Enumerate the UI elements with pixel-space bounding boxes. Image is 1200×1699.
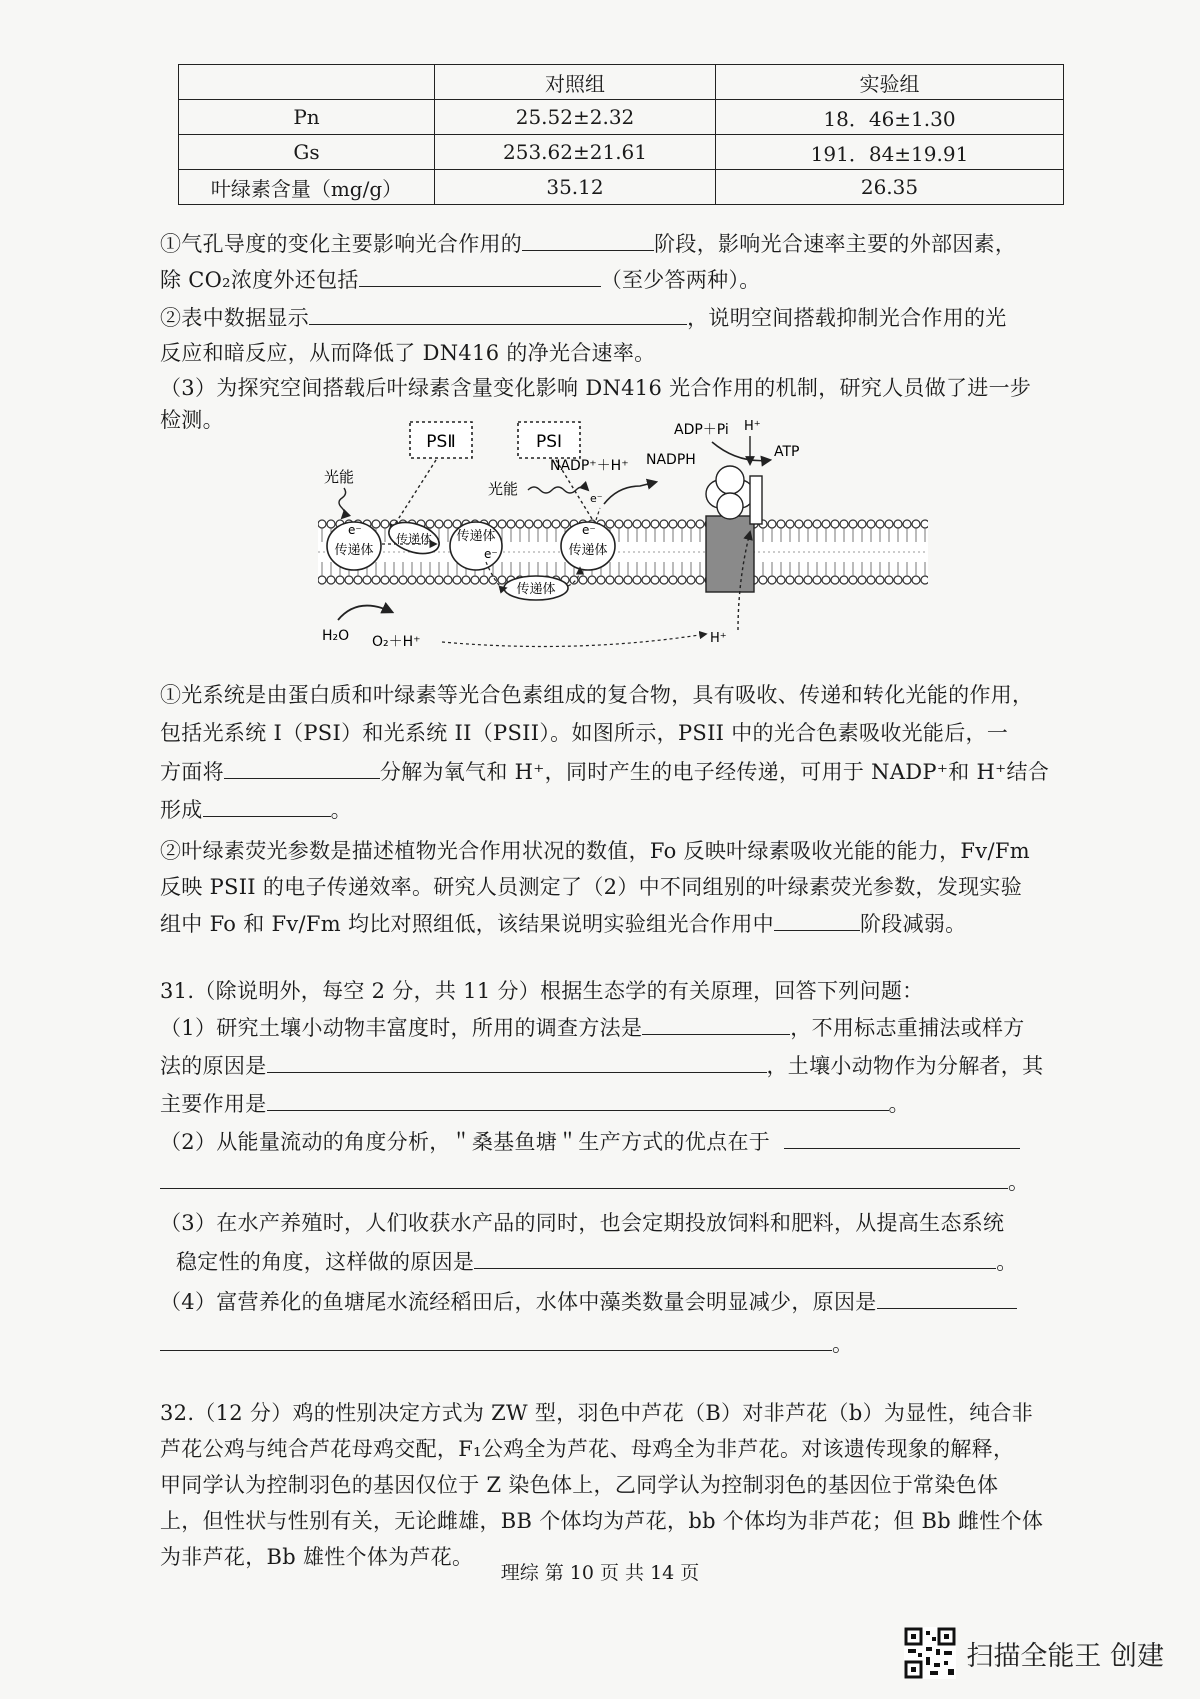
lipid-head <box>903 576 911 584</box>
lipid-head <box>615 520 623 528</box>
lipid-head <box>435 520 443 528</box>
lipid-head <box>777 520 785 528</box>
proton-label: H⁺ <box>710 631 727 646</box>
lipid-head <box>417 576 425 584</box>
lipid-head <box>471 576 479 584</box>
lipid-head <box>444 520 452 528</box>
q31-part2-line2: 。 <box>160 1166 1029 1197</box>
lipid-head <box>606 576 614 584</box>
answer-blank <box>774 908 860 931</box>
answer-blank <box>474 1246 996 1269</box>
lipid-head <box>840 576 848 584</box>
lumen-carrier <box>504 576 568 600</box>
lipid-head <box>885 576 893 584</box>
atp-label: ATP <box>774 444 800 460</box>
q30-line-1: ①气孔导度的变化主要影响光合作用的 阶段，影响光合速率主要的外部因素， <box>160 228 1016 259</box>
lipid-head <box>426 576 434 584</box>
lipid-head <box>318 576 326 584</box>
answer-blank <box>224 756 380 779</box>
lipid-head <box>894 520 902 528</box>
q32-line-4: 上，但性状与性别有关，无论雌雄，BB 个体均为芦花，bb 个体均为非芦花；但 Bb 雌性个体 <box>160 1509 1044 1533</box>
svg-text:传递体: 传递体 <box>568 543 608 558</box>
answer-blank <box>267 1050 767 1073</box>
experiment-value: 18．46±1.30 <box>716 100 1064 135</box>
q31-part3-line1: （3）在水产养殖时，人们收获水产品的同时，也会定期投放饲料和肥料，从提高生态系统 <box>160 1211 1005 1235</box>
q32-line-1: 32.（12 分）鸡的性别决定方式为 ZW 型，羽色中芦花（B）对非芦花（b）为显性，纯合非 <box>160 1401 1033 1425</box>
lipid-head <box>624 520 632 528</box>
q30-para-7: 组中 Fo 和 Fv/Fm 均比对照组低，该结果说明实验组光合作用中 阶段减弱。 <box>160 908 966 939</box>
answer-blank <box>359 264 601 287</box>
lipid-head <box>822 576 830 584</box>
q31-part4-line1: （4）富营养化的鱼塘尾水流经稻田后，水体中藻类数量会明显减少，原因是 <box>160 1286 1017 1317</box>
atp-synthase <box>706 466 762 592</box>
svg-text:传递体: 传递体 <box>516 582 556 597</box>
answer-blank <box>309 302 687 325</box>
answer-blank <box>522 228 654 251</box>
lipid-head <box>921 576 928 584</box>
answer-blank <box>784 1126 1020 1149</box>
lipid-head <box>651 576 659 584</box>
svg-text:e⁻: e⁻ <box>348 523 362 537</box>
experiment-value: 191．84±19.91 <box>716 135 1064 170</box>
lipid-head <box>597 576 605 584</box>
q31-part2-line1: （2）从能量流动的角度分析，＂桑基鱼塘＂生产方式的优点在于 <box>160 1126 1020 1157</box>
table-header-row <box>179 65 1064 100</box>
lipid-head <box>615 576 623 584</box>
lipid-head <box>858 576 866 584</box>
lipid-head <box>462 576 470 584</box>
middle-carrier <box>450 522 502 570</box>
answer-blank <box>267 1088 889 1111</box>
lipid-head <box>651 520 659 528</box>
lipid-head <box>813 576 821 584</box>
lipid-head <box>606 520 614 528</box>
q30-para-6: 反映 PSII 的电子传递效率。研究人员测定了（2）中不同组别的叶绿素荧光参数，发现实验 <box>160 875 1023 899</box>
svg-text:e⁻: e⁻ <box>582 523 596 537</box>
psii-carrier <box>327 522 381 570</box>
lipid-head <box>336 576 344 584</box>
photosystem-diagram <box>318 420 928 655</box>
lipid-head <box>552 520 560 528</box>
lipid-head <box>363 576 371 584</box>
lipid-head <box>561 520 569 528</box>
water-label: H₂O <box>322 628 350 644</box>
lipid-head <box>633 576 641 584</box>
lipid-head <box>660 576 668 584</box>
scanner-watermark <box>904 1627 1164 1679</box>
light-wave-icon <box>339 488 346 518</box>
lipid-head <box>534 520 542 528</box>
experiment-value: 26.35 <box>716 170 1064 205</box>
oxygen-label: O₂＋H⁺ <box>372 634 421 650</box>
lipid-head <box>903 520 911 528</box>
control-value: 25.52±2.32 <box>435 100 716 135</box>
lipid-head <box>687 576 695 584</box>
table-header-cell <box>179 65 435 100</box>
lipid-head <box>696 520 704 528</box>
lipid-head <box>543 520 551 528</box>
q30-para-5: ②叶绿素荧光参数是描述植物光合作用状况的数值，Fo 反映叶绿素吸收光能的能力，Fv/Fm <box>160 839 1030 863</box>
lipid-head <box>435 576 443 584</box>
answer-blank <box>203 794 331 817</box>
lipid-head <box>678 576 686 584</box>
lipid-head <box>912 576 920 584</box>
q30-line-5: （3）为探究空间搭载后叶绿素含量变化影响 DN416 光合作用的机制，研究人员做了进一步 <box>160 376 1032 400</box>
svg-text:传递体: 传递体 <box>334 543 374 558</box>
qr-code-icon <box>904 1627 956 1679</box>
q31-part1-line3: 主要作用是 。 <box>160 1088 910 1119</box>
lipid-head <box>849 576 857 584</box>
q30-line-4: 反应和暗反应，从而降低了 DN416 的净光合速率。 <box>160 341 656 365</box>
light-wave-icon <box>528 487 588 493</box>
light-label: 光能 <box>324 468 355 486</box>
control-value: 253.62±21.61 <box>435 135 716 170</box>
lipid-head <box>399 576 407 584</box>
lipid-head <box>804 520 812 528</box>
lipid-head <box>786 520 794 528</box>
q30-para-1: ①光系统是由蛋白质和叶绿素等光合色素组成的复合物，具有吸收、传递和转化光能的作用， <box>160 683 1034 707</box>
lipid-head <box>804 576 812 584</box>
q30-para-4: 形成 。 <box>160 794 352 825</box>
adp-label: ADP＋Pi <box>674 422 729 438</box>
control-value: 35.12 <box>435 170 716 205</box>
lipid-head <box>786 576 794 584</box>
answer-blank <box>160 1328 832 1351</box>
table-header-cell: 对照组 <box>435 65 716 100</box>
lipid-head <box>759 576 767 584</box>
lipid-head <box>894 576 902 584</box>
lipid-head <box>795 520 803 528</box>
lipid-head <box>885 520 893 528</box>
page-footer: 理综 第 10 页 共 14 页 <box>500 1562 700 1584</box>
lipid-head <box>831 520 839 528</box>
lipid-head <box>669 576 677 584</box>
table-row <box>179 135 1064 170</box>
svg-text:传递体: 传递体 <box>395 532 433 546</box>
q32-line-5: 为非芦花，Bb 雄性个体为芦花。 <box>160 1545 474 1569</box>
lipid-head <box>498 520 506 528</box>
lipid-head <box>633 520 641 528</box>
lipid-head <box>327 520 335 528</box>
svg-text:PSⅠ: PSⅠ <box>535 432 563 452</box>
q30-line-2: 除 CO₂浓度外还包括 （至少答两种）。 <box>160 264 761 295</box>
lipid-head <box>354 576 362 584</box>
svg-text:传递体: 传递体 <box>456 529 496 544</box>
answer-blank <box>877 1286 1017 1309</box>
lipid-head <box>867 576 875 584</box>
lipid-head <box>642 576 650 584</box>
lipid-head <box>372 520 380 528</box>
q30-para-3: 方面将 分解为氧气和 H⁺，同时产生的电子经传递，可用于 NADP⁺和 H⁺结合 <box>160 756 1049 787</box>
lipid-head <box>381 576 389 584</box>
lipid-head <box>372 576 380 584</box>
lipid-head <box>516 520 524 528</box>
lipid-head <box>327 576 335 584</box>
psi-box <box>518 422 580 458</box>
watermark-text: 扫描全能王 创建 <box>966 1640 1164 1672</box>
lipid-head <box>687 520 695 528</box>
lipid-head <box>813 520 821 528</box>
svg-text:e⁻: e⁻ <box>590 492 603 505</box>
lipid-head <box>453 576 461 584</box>
q31-part3-line2: 稳定性的角度，这样做的原因是 。 <box>176 1246 1018 1277</box>
light-label: 光能 <box>488 480 519 498</box>
nadph-label: NADPH <box>646 452 696 468</box>
lipid-head <box>642 520 650 528</box>
lipid-head <box>777 576 785 584</box>
lipid-head <box>426 520 434 528</box>
lipid-head <box>318 520 326 528</box>
lipid-head <box>876 520 884 528</box>
lipid-head <box>867 520 875 528</box>
lipid-head <box>696 576 704 584</box>
q31-part1-line1: （1）研究土壤小动物丰富度时，所用的调查方法是 ，不用标志重捕法或样方 <box>160 1012 1025 1043</box>
q31-heading: 31.（除说明外，每空 2 分，共 11 分）根据生态学的有关原理，回答下列问题： <box>160 979 924 1003</box>
lipid-head <box>444 576 452 584</box>
q32-line-2: 芦花公鸡与纯合芦花母鸡交配，F₁公鸡全为芦花、母鸡全为非芦花。对该遗传现象的解释， <box>160 1437 1015 1461</box>
lipid-head <box>876 576 884 584</box>
lipid-head <box>858 520 866 528</box>
lipid-head <box>408 576 416 584</box>
q31-part4-line2: 。 <box>160 1328 853 1359</box>
lipid-head <box>624 576 632 584</box>
lipid-head <box>570 576 578 584</box>
answer-blank <box>642 1012 790 1035</box>
lipid-head <box>381 520 389 528</box>
table-row <box>179 170 1064 205</box>
lipid-head <box>345 576 353 584</box>
q30-line-3: ②表中数据显示 ，说明空间搭载抑制光合作用的光 <box>160 302 1007 333</box>
lipid-head <box>849 520 857 528</box>
svg-text:e⁻: e⁻ <box>484 547 498 561</box>
lipid-head <box>669 520 677 528</box>
q31-part1-line2: 法的原因是 ，土壤小动物作为分解者，其 <box>160 1050 1043 1081</box>
lipid-head <box>588 576 596 584</box>
lipid-head <box>498 576 506 584</box>
row-label: 叶绿素含量（mg/g） <box>179 170 435 205</box>
lipid-head <box>480 576 488 584</box>
q32-line-3: 甲同学认为控制羽色的基因仅位于 Z 染色体上，乙同学认为控制羽色的基因位于常染色体 <box>160 1473 999 1497</box>
lipid-head <box>831 576 839 584</box>
lipid-head <box>678 520 686 528</box>
lipid-head <box>507 520 515 528</box>
row-label: Pn <box>179 100 435 135</box>
lipid-head <box>768 520 776 528</box>
svg-text:PSⅡ: PSⅡ <box>426 432 456 452</box>
lipid-head <box>921 520 928 528</box>
row-label: Gs <box>179 135 435 170</box>
q30-para-2: 包括光系统 I（PSI）和光系统 II（PSII）。如图所示，PSII 中的光合色素吸收光能后，一 <box>160 721 1009 745</box>
lipid-head <box>579 576 587 584</box>
psi-carrier <box>561 522 615 570</box>
lipid-head <box>822 520 830 528</box>
lipid-head <box>912 520 920 528</box>
nadp-label: NADP⁺＋H⁺ <box>550 458 629 474</box>
table-row <box>179 100 1064 135</box>
lipid-head <box>390 576 398 584</box>
lipid-head <box>525 520 533 528</box>
lipid-head <box>768 576 776 584</box>
data-table <box>178 64 1064 205</box>
answer-blank <box>160 1166 1008 1189</box>
q30-line-6: 检测。 <box>160 408 224 432</box>
table-header-cell: 实验组 <box>716 65 1064 100</box>
lipid-head <box>840 520 848 528</box>
lipid-head <box>795 576 803 584</box>
proton-label: H⁺ <box>744 420 761 434</box>
lipid-head <box>660 520 668 528</box>
psii-box <box>410 422 472 458</box>
